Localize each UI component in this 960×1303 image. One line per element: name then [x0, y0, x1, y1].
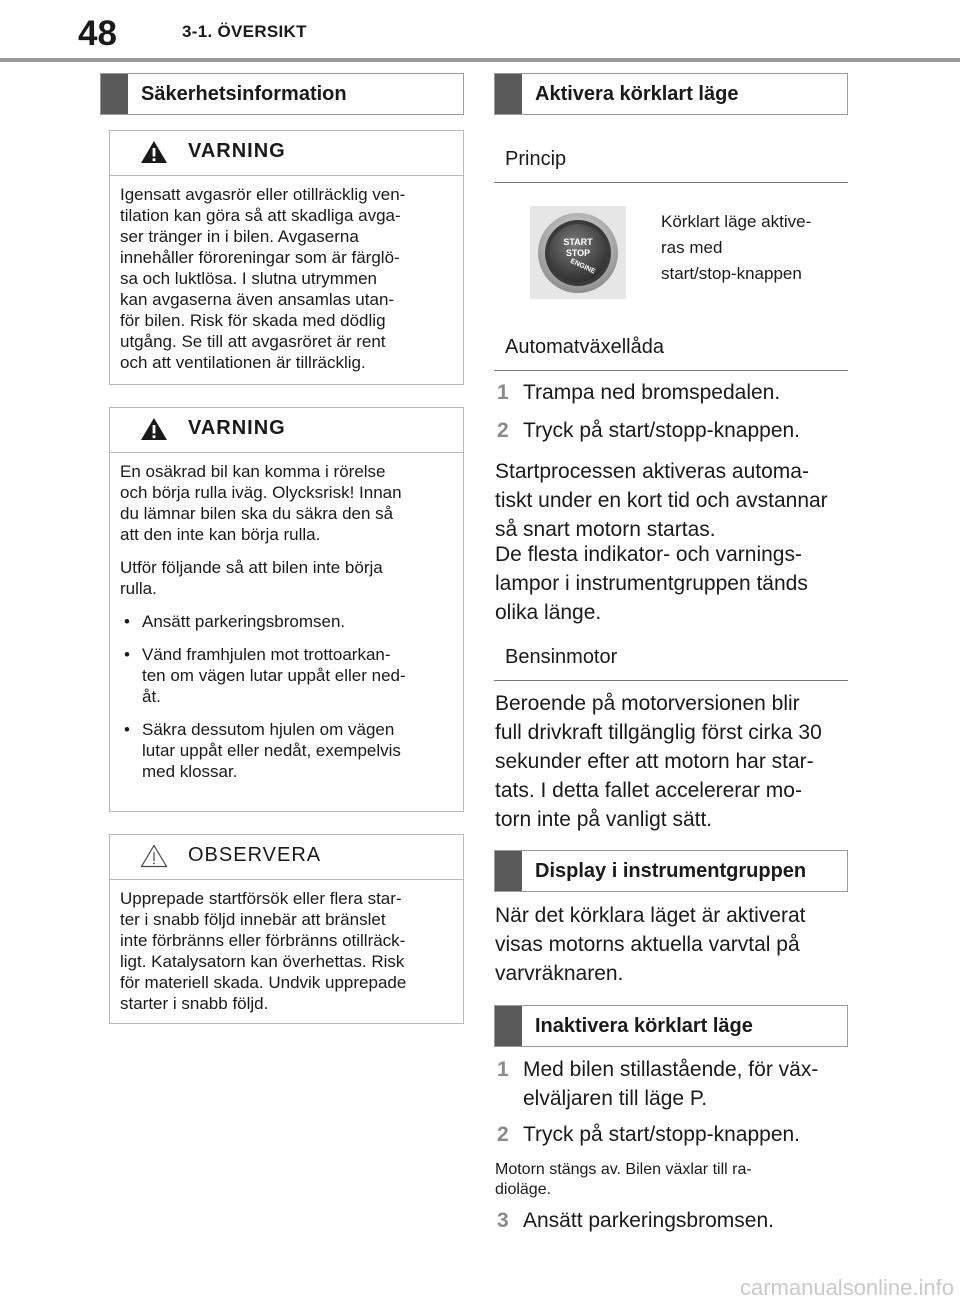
notice-text: Upprepade startförsök eller flera star- ter i snabb följd innebär att bränslet inte förbränns eller förbränns otillräck- ligt. Katalysatorn kan överhettas. Risk för materiell skada. Undvik upprepade starter i snabb följd. [120, 889, 407, 1013]
notice-box [109, 834, 464, 1024]
paragraph-start-process: Startprocessen aktiveras automa- tiskt under en kort tid och avstannar så snart motorn startas. [495, 460, 828, 541]
step-number: 2 [497, 1123, 509, 1146]
section-heading-deactivate: Inaktivera körklart läge [494, 1005, 848, 1047]
subheading-rule [494, 182, 848, 183]
paragraph-display: När det körklara läget är aktiverat visas motorns aktuella varvtal på varvräknaren. [495, 904, 806, 985]
start-stop-button-image [530, 206, 626, 299]
bullet-item: • Säkra dessutom hjulen om vägen lutar uppåt eller nedåt, exempelvis med klossar. [124, 720, 401, 781]
step-number: 1 [497, 381, 509, 404]
warning-title: VARNING [188, 140, 286, 162]
step-item: 2 Tryck på start/stopp-knappen. [497, 416, 847, 446]
header-rule [0, 58, 960, 62]
section-heading-display: Display i instrumentgruppen [494, 850, 848, 892]
warning-text: En osäkrad bil kan komma i rörelse och börja rulla iväg. Olycksrisk! Innan du lämnar bilen ska du säkra den så att den inte kan börja rulla. Utför följande så att bilen inte börja rulla. • Ansätt parkeringsbromsen. • Vänd framhjulen mot trottoarkan- ten om vägen lutar uppåt eller ned- åt. • Säkra dessutom hjulen om vägen lutar uppåt eller nedåt, exempelvis med klossar. [110, 453, 463, 782]
page-header [0, 0, 960, 62]
note-engine-off: Motorn stängs av. Bilen växlar till ra- dioläge. [495, 1161, 752, 1198]
subheading-rule [494, 370, 848, 371]
paragraph-lamps: De flesta indikator- och varnings- lampor i instrumentgruppen tänds olika länge. [495, 543, 808, 624]
watermark: carmanualsonline.info [739, 1275, 954, 1300]
warning-triangle-icon [140, 417, 168, 441]
section-title: 3-1. ÖVERSIKT [182, 22, 307, 41]
start-stop-button-icon [530, 206, 626, 299]
bullet-item: • Ansätt parkeringsbromsen. [124, 612, 346, 631]
warning-header [110, 408, 463, 453]
paragraph-petrol: Beroende på motorversionen blir full drivkraft tillgänglig först cirka 30 sekunder efter att motorn har star- tats. I detta fallet accelererar mo- torn inte på vanligt sätt. [495, 692, 822, 831]
warning-triangle-icon [140, 140, 168, 164]
subheading-automatic: Automatväxellåda [505, 336, 664, 358]
warning-box-rolling [109, 407, 464, 812]
subheading-petrol: Bensinmotor [505, 646, 618, 668]
step-item: 2 Tryck på start/stopp-knappen. [497, 1120, 847, 1150]
section-heading-safety: Säkerhetsinformation [100, 73, 464, 115]
warning-header [110, 131, 463, 176]
svg-text:ENGINE: ENGINE [568, 257, 597, 276]
bullet-dot: • [124, 645, 130, 664]
caution-triangle-icon [140, 844, 168, 868]
page-number: 48 [78, 14, 117, 53]
warning-text: Igensatt avgasrör eller otillräcklig ven- tilation kan göra så att skadliga avga- ser tränger in i bilen. Avgaserna innehåller föroreningar som är färglö- sa och luktlösa. I slutna utrymmen kan avgaserna även ansamlas utan- för bilen. Risk för skada med dödlig utgång. Se till att avgasröret är rent och att ventilationen är tillräcklig. [120, 185, 406, 372]
section-heading-activate: Aktivera körklart läge [494, 73, 848, 115]
bullet-dot: • [124, 612, 130, 631]
bullet-item: • Vänd framhjulen mot trottoarkan- ten om vägen lutar uppåt eller ned- åt. [124, 645, 406, 706]
step-number: 1 [497, 1058, 509, 1081]
subheading-rule [494, 680, 848, 681]
subheading-princip: Princip [505, 148, 567, 170]
bullet-dot: • [124, 720, 130, 739]
svg-text:START: START [563, 237, 593, 247]
notice-header [110, 835, 463, 880]
step-item: 1 Med bilen stillastående, för väx- elväljaren till läge P. [497, 1055, 847, 1115]
step-number: 2 [497, 419, 509, 442]
step-item: 1 Trampa ned bromspedalen. [497, 378, 847, 408]
notice-title: OBSERVERA [188, 844, 322, 866]
step-number: 3 [497, 1209, 509, 1232]
svg-text:STOP: STOP [565, 248, 591, 258]
warning-box-exhaust [109, 130, 464, 385]
step-item: 3 Ansätt parkeringsbromsen. [497, 1206, 847, 1236]
warning-title: VARNING [188, 417, 286, 439]
button-caption: Körklart läge aktive- ras med start/stop-knappen [661, 212, 812, 283]
